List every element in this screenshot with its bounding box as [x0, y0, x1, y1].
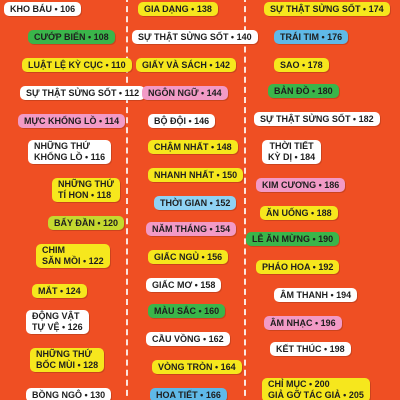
topic-label[interactable]	[274, 288, 357, 302]
topic-text-line-1: NHỮNG THỨ	[36, 349, 92, 359]
topic-label[interactable]	[264, 316, 342, 330]
topic-label[interactable]	[148, 140, 238, 154]
topic-label[interactable]	[26, 388, 111, 400]
topic-text-line-2: KỲ DỊ • 184	[268, 152, 316, 162]
topic-label[interactable]	[22, 58, 132, 72]
topic-text-line-1: NHỮNG THỨ	[34, 141, 90, 151]
topic-label[interactable]	[268, 84, 339, 98]
topic-text: SỰ THẬT SỬNG SỐT • 140	[138, 31, 252, 42]
topic-text: GIẤC NGỦ • 156	[154, 251, 223, 262]
topic-text: KIM CƯƠNG • 186	[262, 179, 340, 190]
topic-label[interactable]	[148, 114, 215, 128]
topic-text: NGÔN NGỮ • 144	[148, 87, 222, 98]
topic-label[interactable]	[148, 304, 225, 318]
dashed-divider-right	[244, 0, 248, 400]
topic-label[interactable]	[18, 114, 125, 128]
topic-text: KẾT THÚC • 198	[276, 343, 345, 354]
topic-label[interactable]	[154, 196, 236, 210]
topic-label[interactable]	[132, 30, 258, 44]
topic-label[interactable]	[30, 348, 104, 372]
topic-text: MỰC KHỔNG LỒ • 114	[24, 115, 120, 126]
topic-text: TRÁI TIM • 176	[280, 31, 343, 42]
topic-label[interactable]	[254, 112, 380, 126]
topic-label[interactable]	[274, 30, 348, 44]
topic-text-line-2: TỰ VỆ • 126	[32, 322, 83, 332]
topic-text: SỰ THẬT SỬNG SỐT • 174	[270, 3, 384, 14]
topic-text: BẢN ĐỒ • 180	[274, 85, 333, 96]
topic-label[interactable]	[148, 168, 243, 182]
topic-text: GIA DẠNG • 138	[144, 3, 212, 14]
topic-label[interactable]	[4, 2, 81, 16]
topic-text: GIẤY VÀ SÁCH • 142	[142, 59, 231, 70]
topic-text: CHẬM NHẤT • 148	[154, 141, 232, 152]
topic-text: BỒNG NGÔ • 130	[32, 389, 106, 400]
topic-label[interactable]	[262, 140, 321, 164]
topic-text-line-1: ĐỘNG VẬT	[32, 311, 80, 321]
topic-label[interactable]	[138, 2, 218, 16]
topic-label[interactable]	[36, 244, 110, 268]
topic-text: ÂM THANH • 194	[280, 289, 352, 300]
topic-label[interactable]	[150, 388, 227, 400]
topic-text: ÂM NHẠC • 196	[270, 317, 336, 328]
topic-label[interactable]	[146, 278, 221, 292]
topic-label[interactable]	[146, 332, 230, 346]
topic-text-line-1: CHỈ MỤC • 200	[268, 379, 330, 389]
topic-text-line-2: TÍ HON • 118	[58, 190, 112, 200]
topic-text: CẦU VỒNG • 162	[152, 333, 224, 344]
topic-label[interactable]	[262, 378, 370, 400]
topic-text: CƯỚP BIỂN • 108	[34, 31, 109, 42]
topic-label[interactable]	[48, 216, 124, 230]
topic-text-line-1: NHỮNG THỨ	[58, 179, 114, 189]
topic-label[interactable]	[52, 178, 120, 202]
topic-text: GIẤC MƠ • 158	[152, 279, 216, 290]
topic-label[interactable]	[256, 178, 345, 192]
topic-text: VÒNG TRÒN • 164	[158, 361, 236, 372]
topic-label[interactable]	[32, 284, 87, 298]
topic-text: NHANH NHẤT • 150	[154, 169, 238, 180]
topic-label[interactable]	[274, 58, 329, 72]
topic-label[interactable]	[142, 86, 228, 100]
topic-text: SAO • 178	[280, 59, 323, 70]
topic-text: PHÁO HOA • 192	[262, 261, 334, 272]
topic-label[interactable]	[148, 250, 228, 264]
topic-label[interactable]	[152, 360, 242, 374]
topic-text: SỰ THẬT SỬNG SỐT • 112	[26, 87, 140, 98]
topic-text: SỰ THẬT SỬNG SỐT • 182	[260, 113, 374, 124]
topic-text-line-1: CHIM	[42, 245, 65, 255]
topic-text: NĂM THÁNG • 154	[152, 223, 231, 234]
topic-label[interactable]	[270, 342, 351, 356]
topic-label[interactable]	[264, 2, 390, 16]
topic-text: HOA TIẾT • 166	[156, 389, 221, 400]
topic-text: THỜI GIAN • 152	[160, 197, 231, 208]
topic-label[interactable]	[26, 310, 89, 334]
topic-text: BỘ ĐỘI • 146	[154, 115, 210, 126]
topic-text-line-1: THỜI TIẾT	[269, 141, 314, 151]
topic-label[interactable]	[260, 206, 338, 220]
topic-label[interactable]	[246, 232, 339, 246]
topic-text: LUẬT LỆ KỲ CỤC • 110	[28, 59, 126, 70]
topic-label[interactable]	[20, 86, 145, 100]
topic-label[interactable]	[28, 140, 111, 164]
topic-text: MẮT • 124	[38, 285, 81, 296]
topic-text-line-2: KHỔNG LỒ • 116	[34, 152, 106, 162]
topic-text: KHO BÁU • 106	[10, 3, 76, 14]
topic-text-line-2: BỐC MÙI • 128	[36, 360, 99, 370]
topic-label[interactable]	[136, 58, 236, 72]
topic-label[interactable]	[146, 222, 236, 236]
topic-text: LỄ ĂN MỪNG • 190	[252, 233, 334, 244]
topic-text: MÀU SẮC • 160	[154, 305, 220, 316]
topic-text-line-2: GIẢ GỠ TÁC GIẢ • 205	[268, 390, 364, 400]
topic-text: ĂN UỐNG • 188	[266, 207, 332, 218]
topic-label[interactable]	[256, 260, 339, 274]
topic-text-line-2: SĂN MỒI • 122	[42, 256, 104, 266]
topic-text: BẨY ĐẦN • 120	[54, 217, 119, 228]
topic-label[interactable]	[28, 30, 115, 44]
